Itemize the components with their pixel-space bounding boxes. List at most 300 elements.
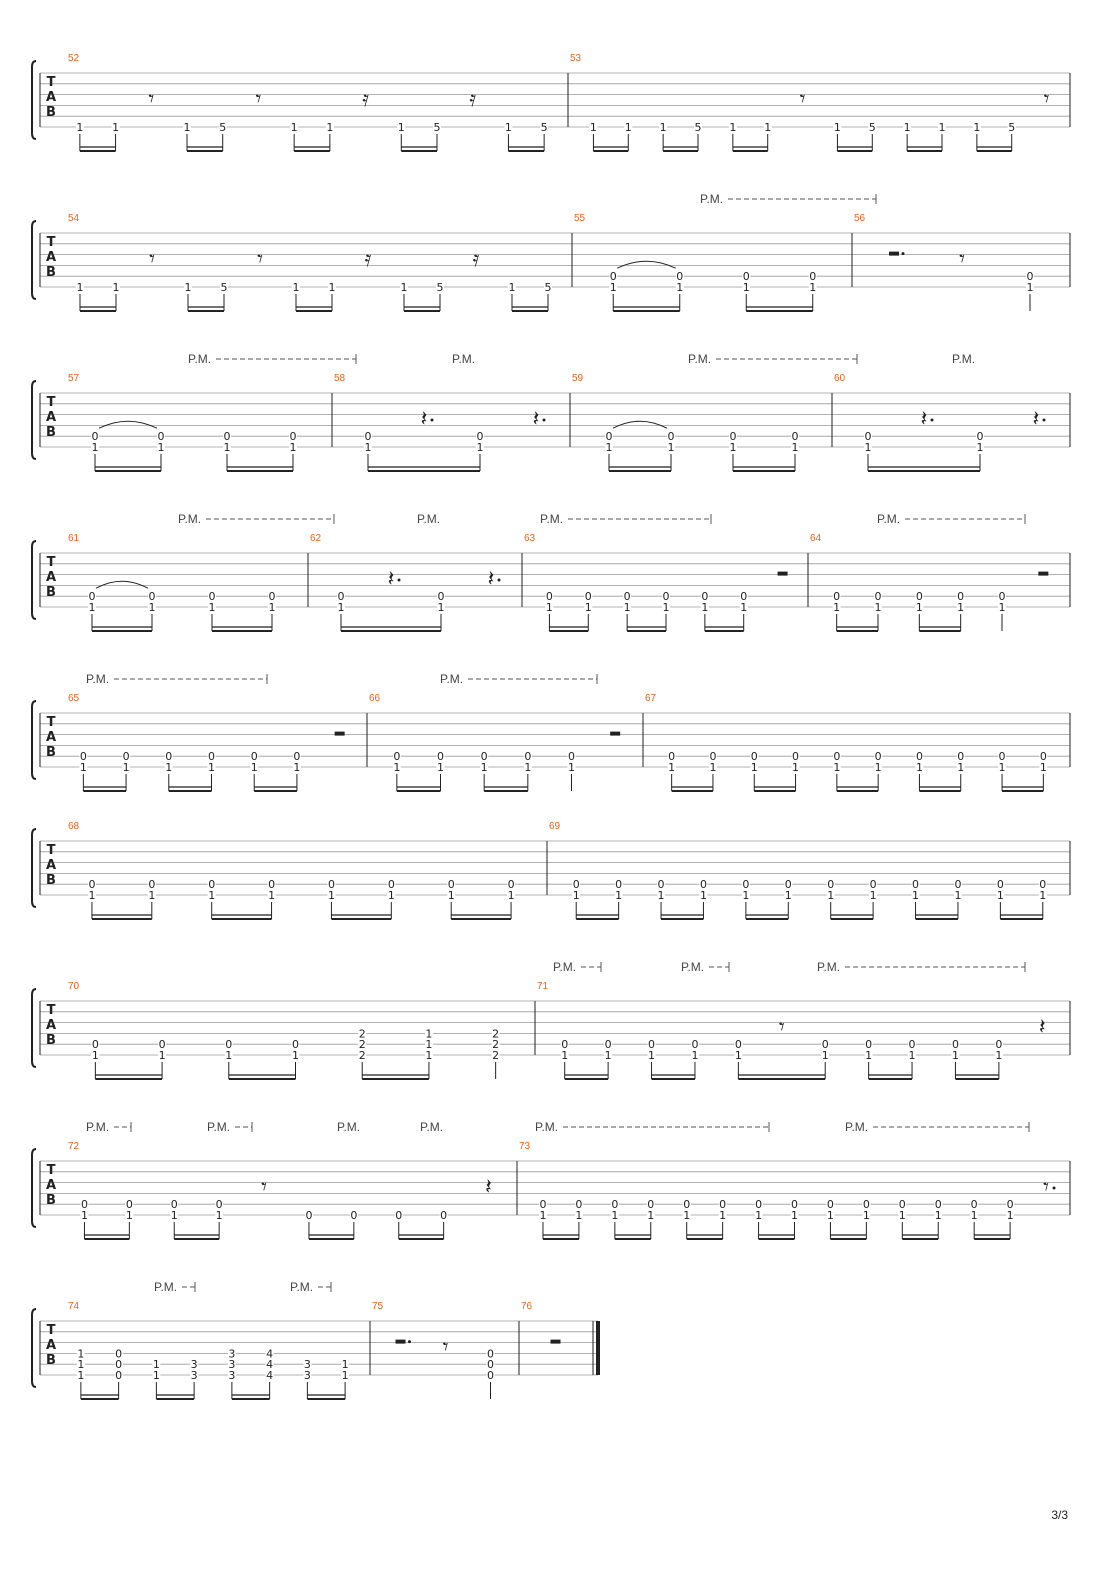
measure-number: 55	[574, 213, 586, 224]
fret-number: 0	[784, 878, 792, 892]
rest-dot	[398, 579, 401, 582]
fret-number: 0	[864, 430, 872, 444]
fret-number: 1	[76, 281, 84, 294]
fret-number: 0	[874, 590, 882, 604]
sixteenth-rest: 𝄿	[364, 247, 372, 272]
fret-number: 1	[397, 121, 405, 134]
fret-number: 0	[648, 1038, 656, 1052]
fret-number: 0	[912, 878, 920, 892]
fret-number: 0	[208, 878, 216, 892]
fret-number: 1	[112, 121, 120, 134]
tab-clef-a: A	[45, 250, 57, 266]
fret-number: 0	[115, 1347, 123, 1361]
fret-number: 0	[874, 750, 882, 764]
fret-number: 0	[957, 750, 965, 764]
fret-number: 1	[77, 1347, 85, 1361]
fret-number: 0	[934, 1198, 942, 1212]
fret-number: 1	[337, 601, 345, 614]
fret-number: 0	[437, 750, 444, 764]
fret-number: 0	[719, 1198, 727, 1212]
fret-number: 1	[623, 601, 631, 614]
fret-number: 0	[996, 878, 1004, 892]
measure-59	[605, 421, 799, 471]
tab-clef-b: B	[46, 745, 56, 761]
fret-number: 0	[364, 430, 372, 444]
fret-number: 1	[833, 601, 841, 614]
tie	[617, 261, 676, 268]
fret-number: 0	[250, 750, 258, 764]
measure-66	[393, 732, 620, 791]
fret-number: 0	[165, 750, 173, 764]
fret-number: 1	[572, 889, 580, 902]
fret-number: 1	[833, 121, 841, 134]
fret-number: 0	[915, 750, 923, 764]
fret-number: 0	[88, 878, 96, 892]
fret-number: 1	[568, 761, 575, 774]
palm-mute-label: P.M.	[553, 960, 577, 974]
fret-number: 0	[350, 1209, 358, 1222]
fret-number: 0	[305, 1209, 313, 1222]
fret-number: 0	[575, 1198, 583, 1212]
tab-clef-b: B	[46, 1193, 56, 1209]
fret-number: 3	[190, 1358, 198, 1372]
fret-number: 0	[609, 270, 617, 284]
fret-number: 0	[215, 1198, 223, 1212]
fret-number: 1	[80, 1209, 88, 1222]
fret-number: 0	[970, 1198, 978, 1212]
fret-number: 0	[647, 1198, 655, 1212]
fret-number: 5	[694, 121, 702, 134]
fret-number: 0	[615, 878, 623, 892]
fret-number: 3	[228, 1347, 236, 1361]
fret-number: 0	[791, 1198, 798, 1212]
fret-number: 0	[148, 590, 156, 604]
fret-number: 1	[709, 761, 717, 774]
final-barline-thick	[596, 1321, 600, 1375]
fret-number: 1	[148, 601, 156, 614]
measure-number: 76	[521, 1301, 533, 1312]
fret-number: 0	[792, 750, 800, 764]
fret-number: 1	[545, 601, 553, 614]
rest-dot	[408, 1340, 411, 1343]
fret-number: 0	[998, 750, 1006, 764]
tab-clef-b: B	[46, 873, 56, 889]
fret-number: 1	[79, 761, 87, 774]
fret-number: 0	[740, 590, 748, 604]
fret-number: 5	[220, 281, 228, 294]
measure-number: 59	[572, 373, 584, 384]
system-bracket	[32, 701, 36, 779]
fret-number: 1	[183, 121, 191, 134]
measure-number: 70	[68, 981, 80, 992]
fret-number: 0	[1039, 750, 1047, 764]
fret-number: 1	[729, 121, 737, 134]
fret-number: 1	[998, 761, 1006, 774]
fret-number: 0	[865, 1038, 873, 1052]
quarter-dotted-rest: 𝄽	[1032, 407, 1040, 432]
eighth-rest: 𝄾	[778, 1015, 785, 1040]
tab-clef-t: T	[46, 1002, 56, 1018]
fret-number: 1	[184, 281, 192, 294]
eighth-rest: 𝄾	[257, 247, 263, 272]
fret-number: 0	[791, 430, 799, 444]
half-rest	[1038, 572, 1048, 576]
measure-52	[76, 121, 548, 151]
fret-number: 0	[683, 1198, 691, 1212]
fret-number: 1	[327, 889, 335, 902]
fret-number: 0	[729, 430, 737, 444]
fret-number: 0	[667, 430, 675, 444]
fret-number: 0	[476, 430, 484, 444]
fret-number: 1	[862, 1209, 870, 1222]
measure-number: 65	[68, 693, 80, 704]
fret-number: 1	[729, 441, 737, 454]
fret-number: 1	[77, 1358, 85, 1372]
fret-number: 1	[609, 281, 617, 294]
fret-number: 0	[869, 878, 877, 892]
fret-number: 1	[915, 761, 923, 774]
fret-number: 1	[393, 761, 401, 774]
fret-number: 1	[865, 1049, 873, 1062]
tab-clef-t: T	[46, 234, 56, 250]
fret-number: 1	[77, 1369, 85, 1382]
fret-number: 0	[833, 750, 841, 764]
fret-number: 1	[973, 121, 981, 134]
fret-number: 0	[91, 430, 99, 444]
fret-number: 1	[957, 761, 965, 774]
fret-number: 0	[998, 590, 1006, 604]
fret-number: 0	[826, 1198, 834, 1212]
fret-number: 0	[1006, 1198, 1014, 1212]
fret-number: 1	[326, 121, 334, 134]
fret-number: 3	[228, 1369, 236, 1382]
fret-number: 1	[668, 761, 676, 774]
tab-clef-t: T	[46, 842, 56, 858]
fret-number: 1	[938, 121, 946, 134]
measure-number: 64	[810, 533, 822, 544]
measure-76	[551, 1340, 561, 1344]
system-bracket	[32, 829, 36, 907]
fret-number: 0	[809, 270, 817, 284]
fret-number: 1	[292, 281, 300, 294]
tab-system	[32, 61, 1070, 151]
fret-number: 1	[791, 441, 799, 454]
fret-number: 1	[170, 1209, 178, 1222]
tab-clef-a: A	[45, 410, 57, 426]
fret-number: 0	[699, 878, 707, 892]
fret-number: 0	[951, 1038, 959, 1052]
tab-clef-b: B	[46, 585, 56, 601]
fret-number: 0	[539, 1198, 547, 1212]
fret-number: 0	[327, 878, 335, 892]
fret-number: 0	[750, 750, 758, 764]
eighth-rest: 𝄾	[1043, 87, 1050, 112]
tab-clef-b: B	[46, 1033, 56, 1049]
fret-number: 1	[908, 1049, 916, 1062]
tab-clef-t: T	[46, 74, 56, 90]
fret-number: 1	[425, 1049, 433, 1062]
fret-number: 1	[268, 889, 276, 902]
quarter-rest: 𝄽	[485, 1175, 492, 1200]
fret-number: 5	[868, 121, 876, 134]
tab-clef-a: A	[45, 1338, 57, 1354]
fret-number: 1	[667, 441, 675, 454]
tab-clef-a: A	[45, 90, 57, 106]
fret-number: 1	[125, 1209, 133, 1222]
fret-number: 1	[508, 281, 516, 294]
fret-number: 2	[358, 1027, 366, 1041]
fret-number: 1	[341, 1358, 349, 1372]
fret-number: 0	[709, 750, 717, 764]
fret-number: 0	[584, 590, 592, 604]
fret-number: 2	[492, 1027, 500, 1041]
measure-number: 57	[68, 373, 80, 384]
fret-number: 1	[208, 601, 216, 614]
fret-number: 1	[1039, 889, 1047, 902]
palm-mute-label: P.M.	[845, 1120, 869, 1134]
fret-number: 1	[791, 1209, 798, 1222]
system-bracket	[32, 541, 36, 619]
fret-number: 0	[122, 750, 130, 764]
measure-number: 52	[68, 53, 80, 64]
measure-number: 62	[310, 533, 322, 544]
fret-number: 0	[170, 1198, 178, 1212]
fret-number: 1	[742, 281, 750, 294]
quarter-dotted-rest: 𝄽	[532, 407, 540, 432]
fret-number: 1	[740, 601, 748, 614]
eighth-rest: 𝄾	[261, 1175, 267, 1200]
fret-number: 1	[898, 1209, 906, 1222]
fret-number: 1	[122, 761, 130, 774]
palm-mute-label: P.M.	[817, 960, 841, 974]
tab-clef-t: T	[46, 554, 56, 570]
fret-number: 0	[440, 1209, 448, 1222]
fret-number: 1	[821, 1049, 829, 1062]
fret-number: 1	[225, 1049, 233, 1062]
fret-number: 1	[957, 601, 965, 614]
fret-number: 1	[954, 889, 962, 902]
measure-58	[364, 419, 546, 472]
fret-number: 2	[492, 1038, 500, 1052]
rest-dot	[1053, 1187, 1056, 1190]
fret-number: 1	[112, 281, 120, 294]
fret-number: 0	[289, 430, 297, 444]
tab-clef-b: B	[46, 265, 56, 281]
fret-number: 1	[647, 1209, 655, 1222]
fret-number: 1	[995, 1049, 1003, 1062]
fret-number: 0	[208, 590, 216, 604]
fret-number: 1	[683, 1209, 691, 1222]
tab-system	[32, 829, 1070, 919]
fret-number: 0	[223, 430, 231, 444]
fret-number: 0	[561, 1038, 569, 1052]
measure-60	[864, 419, 1046, 472]
fret-number: 1	[970, 1209, 978, 1222]
fret-number: 0	[487, 1358, 494, 1372]
fret-number: 3	[303, 1369, 311, 1382]
fret-number: 1	[833, 761, 841, 774]
tab-clef-a: A	[45, 858, 57, 874]
fret-number: 4	[266, 1369, 274, 1382]
tab-clef-t: T	[46, 1162, 56, 1178]
fret-number: 0	[524, 750, 532, 764]
fret-number: 1	[827, 889, 835, 902]
fret-number: 1	[792, 761, 800, 774]
rest-dot	[1043, 419, 1046, 422]
fret-number: 1	[268, 601, 276, 614]
fret-number: 0	[437, 590, 445, 604]
eighth-rest: 𝄾	[149, 247, 155, 272]
fret-number: 1	[437, 601, 445, 614]
fret-number: 1	[605, 441, 613, 454]
fret-number: 1	[764, 121, 772, 134]
fret-number: 0	[862, 1198, 870, 1212]
page-number: 3/3	[1051, 1508, 1068, 1522]
fret-number: 0	[268, 878, 276, 892]
palm-mute-label: P.M.	[452, 352, 476, 366]
fret-number: 1	[208, 761, 215, 774]
eighth-rest: 𝄾	[148, 87, 155, 112]
quarter-dotted-rest: 𝄽	[420, 407, 428, 432]
measure-64	[833, 572, 1049, 631]
fret-number: 1	[734, 1049, 742, 1062]
palm-mute-label: P.M.	[681, 960, 705, 974]
fret-number: 1	[691, 1049, 699, 1062]
fret-number: 1	[290, 121, 298, 134]
fret-number: 0	[915, 590, 923, 604]
tab-clef-a: A	[45, 730, 57, 746]
fret-number: 0	[157, 430, 165, 444]
fret-number: 0	[337, 590, 345, 604]
fret-number: 1	[561, 1049, 569, 1062]
fret-number: 0	[447, 878, 455, 892]
fret-number: 1	[539, 1209, 547, 1222]
palm-mute-label: P.M.	[440, 672, 464, 686]
fret-number: 0	[908, 1038, 916, 1052]
fret-number: 0	[821, 1038, 829, 1052]
fret-number: 1	[1026, 281, 1034, 294]
fret-number: 1	[208, 889, 216, 902]
measure-number: 53	[570, 53, 582, 64]
fret-number: 1	[584, 601, 592, 614]
sixteenth-rest: 𝄿	[362, 87, 369, 112]
fret-number: 1	[864, 441, 872, 454]
sixteenth-rest: 𝄿	[469, 87, 477, 112]
fret-number: 0	[668, 750, 676, 764]
fret-number: 1	[289, 441, 297, 454]
tab-clef-a: A	[45, 1178, 57, 1194]
fret-number: 1	[784, 889, 792, 902]
measure-number: 68	[68, 821, 80, 832]
palm-mute-label: P.M.	[417, 512, 441, 526]
fret-number: 1	[504, 121, 512, 134]
fret-number: 0	[158, 1038, 166, 1052]
fret-number: 0	[742, 270, 750, 284]
quarter-rest: 𝄽	[1038, 1015, 1046, 1040]
fret-number: 1	[826, 1209, 834, 1222]
rest-dot	[498, 579, 501, 582]
fret-number: 0	[80, 1198, 88, 1212]
fret-number: 1	[158, 1049, 166, 1062]
fret-number: 1	[387, 889, 395, 902]
tab-clef-b: B	[46, 425, 56, 441]
palm-mute-label: P.M.	[188, 352, 212, 366]
fret-number: 0	[954, 878, 962, 892]
fret-number: 0	[657, 878, 665, 892]
fret-number: 1	[524, 761, 532, 774]
fret-number: 0	[604, 1038, 612, 1052]
fret-number: 1	[480, 761, 488, 774]
measure-number: 67	[645, 693, 657, 704]
tab-clef-a: A	[45, 570, 57, 586]
fret-number: 3	[190, 1369, 198, 1382]
fret-number: 1	[91, 441, 99, 454]
eighth-rest: 𝄾	[959, 247, 965, 272]
system-bracket	[32, 381, 36, 459]
fret-number: 1	[215, 1209, 223, 1222]
quarter-dotted-rest: 𝄽	[387, 567, 395, 592]
half-rest	[551, 1340, 561, 1344]
fret-number: 1	[676, 281, 684, 294]
eighth-rest: 𝄾	[442, 1335, 449, 1360]
fret-number: 1	[719, 1209, 727, 1222]
fret-number: 0	[125, 1198, 133, 1212]
fret-number: 0	[115, 1358, 123, 1372]
fret-number: 0	[833, 590, 841, 604]
fret-number: 0	[662, 590, 670, 604]
palm-mute-label: P.M.	[952, 352, 976, 366]
quarter-dotted-rest: 𝄽	[920, 407, 928, 432]
fret-number: 4	[266, 1358, 274, 1372]
fret-number: 1	[328, 281, 336, 294]
fret-number: 1	[869, 889, 877, 902]
fret-number: 1	[364, 441, 372, 454]
fret-number: 5	[540, 121, 548, 134]
measure-61	[88, 581, 276, 631]
fret-number: 3	[228, 1358, 236, 1372]
fret-number: 0	[79, 750, 87, 764]
system-bracket	[32, 1309, 36, 1387]
fret-number: 0	[88, 590, 96, 604]
fret-number: 0	[755, 1198, 763, 1212]
measure-number: 72	[68, 1141, 80, 1152]
fret-number: 1	[88, 601, 96, 614]
palm-mute-label: P.M.	[420, 1120, 444, 1134]
fret-number: 1	[915, 601, 923, 614]
fret-number: 1	[874, 761, 882, 774]
palm-mute-label: P.M.	[700, 192, 724, 206]
fret-number: 1	[903, 121, 911, 134]
measure-62	[337, 579, 501, 632]
fret-number: 1	[88, 889, 96, 902]
fret-number: 1	[447, 889, 455, 902]
measure-number: 75	[372, 1301, 384, 1312]
fret-number: 2	[358, 1049, 366, 1062]
fret-number: 0	[691, 1038, 699, 1052]
measure-number: 74	[68, 1301, 80, 1312]
fret-number: 0	[393, 750, 401, 764]
measure-number: 73	[519, 1141, 531, 1152]
fret-number: 1	[476, 441, 484, 454]
fret-number: 1	[874, 601, 882, 614]
palm-mute-label: P.M.	[178, 512, 202, 526]
fret-number: 0	[676, 270, 684, 284]
tab-system	[32, 1122, 1070, 1239]
fret-number: 1	[152, 1358, 160, 1372]
tie	[99, 421, 157, 428]
fret-number: 1	[400, 281, 408, 294]
fret-number: 1	[699, 889, 707, 902]
